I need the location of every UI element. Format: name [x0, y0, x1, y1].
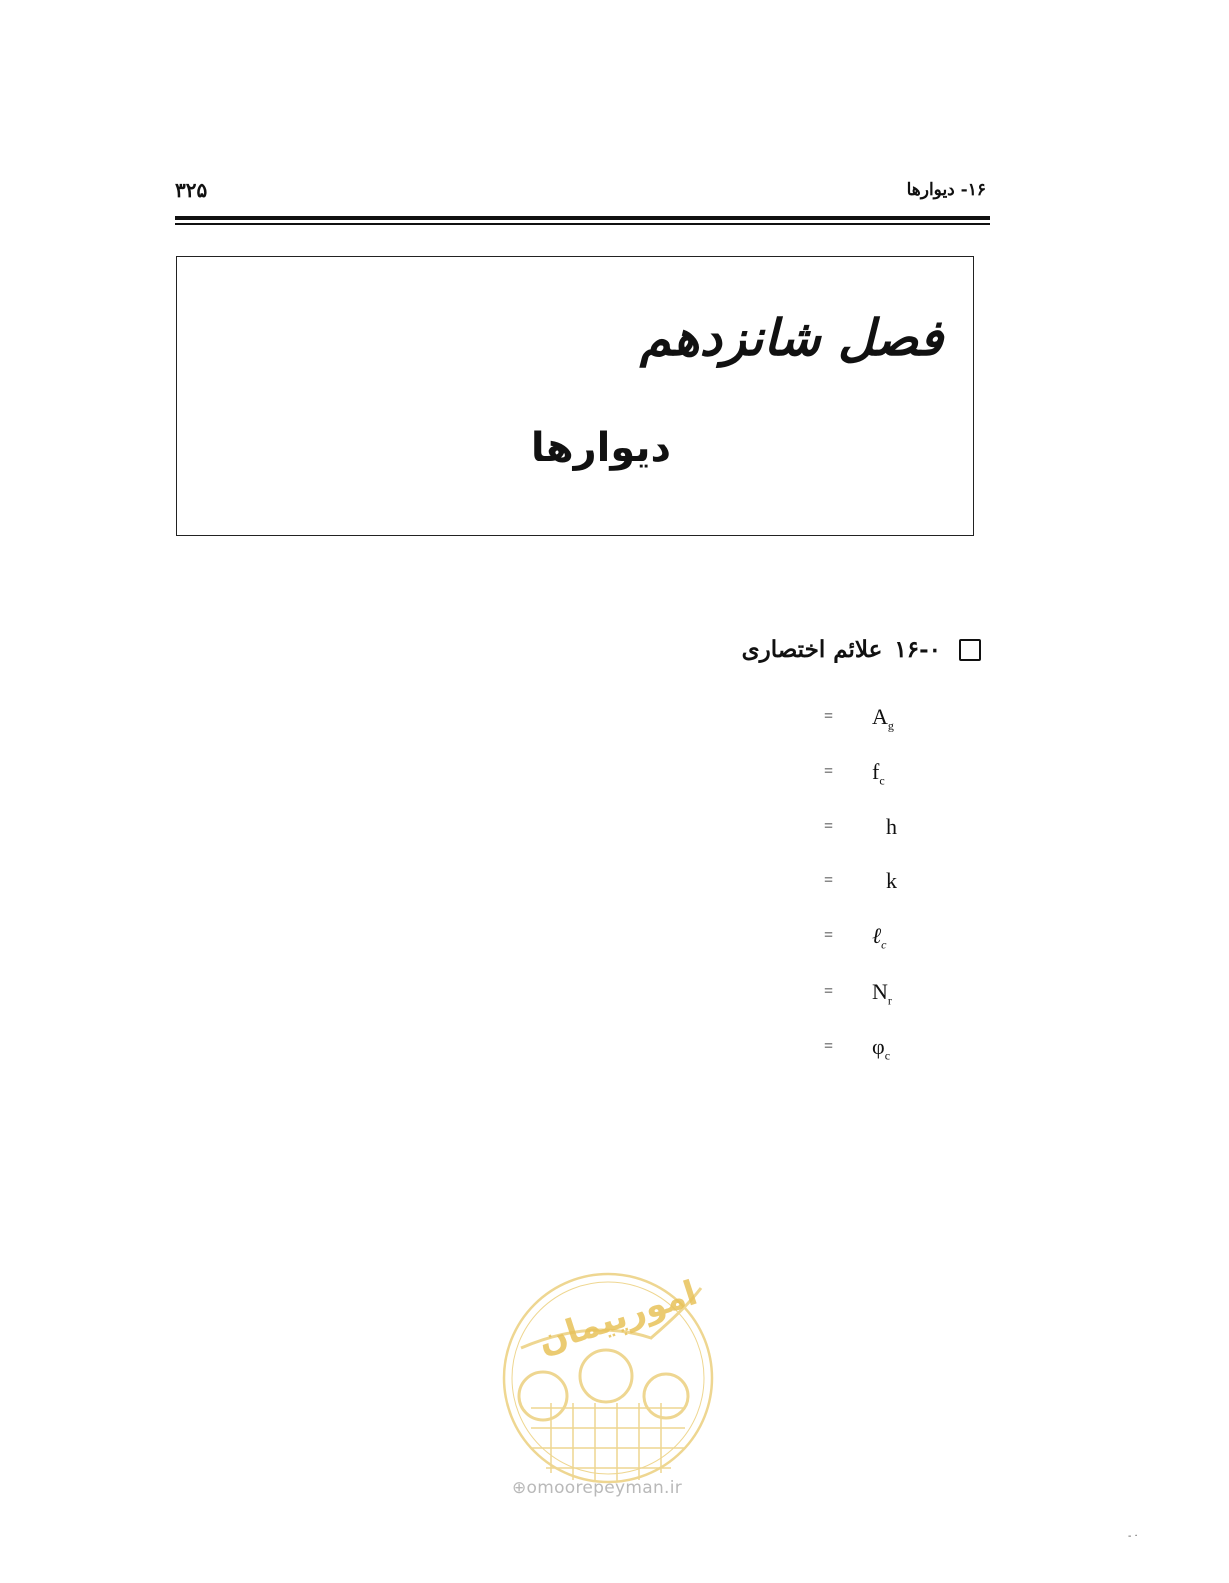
- watermark-logo-text: امورپیمان: [533, 1273, 703, 1363]
- equals-sign: =: [824, 983, 834, 1000]
- equals-sign: =: [824, 818, 834, 835]
- page-number: ۳۲۵: [175, 178, 208, 202]
- symbol: ℓ$_c$: [872, 923, 887, 952]
- running-head: ۱۶- دیوارها: [906, 180, 986, 200]
- equals-sign: =: [824, 763, 834, 780]
- section-title: علائم اختصاری: [741, 636, 883, 663]
- equals-sign: =: [824, 708, 834, 725]
- equals-sign: =: [824, 1038, 834, 1055]
- header-rule-thick: [175, 216, 990, 220]
- chapter-title: دیوارها: [530, 425, 671, 471]
- section-heading: [742, 636, 981, 663]
- symbol: $A_g$: [872, 704, 894, 733]
- chapter-label: فصل شانزدهم: [639, 309, 943, 367]
- page-corner-mark: - ·: [1128, 1531, 1138, 1542]
- equals-sign: =: [824, 927, 834, 944]
- chapter-title-box: [176, 256, 974, 536]
- watermark-logo: [501, 1268, 715, 1488]
- symbol: $f_c$: [872, 759, 885, 788]
- watermark-url: ⊕omoorepeyman.ir: [512, 1478, 683, 1498]
- symbol: h: [886, 814, 897, 839]
- equals-sign: =: [824, 872, 834, 889]
- symbol: $N_r$: [872, 979, 892, 1008]
- checkbox-icon: [959, 639, 981, 661]
- symbol: k: [886, 868, 897, 893]
- symbol: $\varphi_c$: [872, 1034, 891, 1063]
- globe-icon: ⊕: [512, 1478, 527, 1498]
- header-rule-thin: [175, 223, 990, 225]
- section-number: ۱۶-۰: [894, 636, 941, 663]
